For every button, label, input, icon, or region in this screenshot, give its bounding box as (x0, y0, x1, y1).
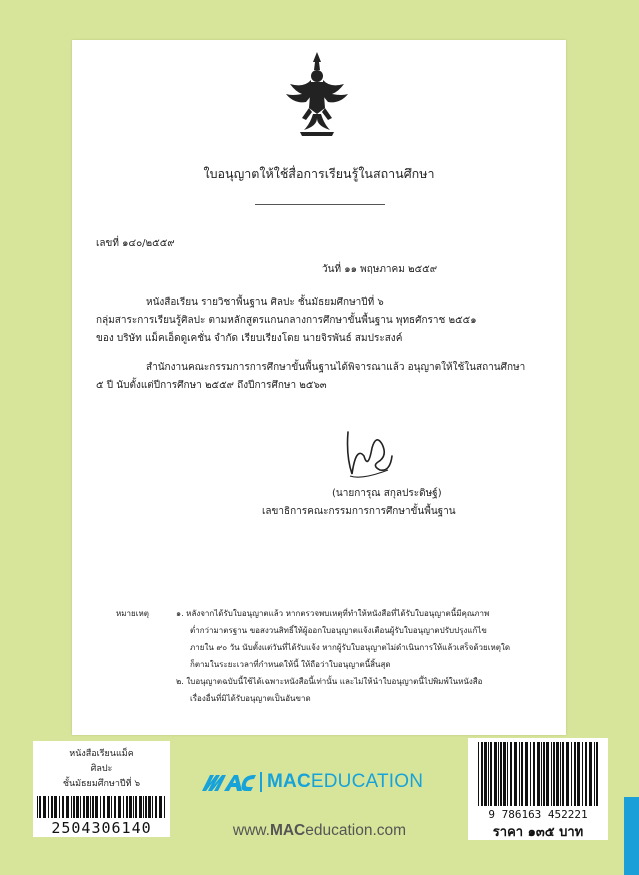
approval-line-2: ๕ ปี นับตั้งแต่ปีการศึกษา ๒๕๕๙ ถึงปีการศึกษา ๒๕๖๓ (96, 380, 327, 391)
body-line-3: ของ บริษัท แม็คเอ็ดดูเคชั่น จำกัด เรียบเรียงโดย นายจิรพันธ์ สมประสงค์ (96, 333, 403, 344)
url-prefix: www. (232, 822, 270, 839)
isbn-number: 9 786163 452221 (488, 808, 588, 821)
note-line: ภายใน ๙๐ วัน นับตั้งแต่วันที่ได้รับแจ้ง หากผู้รับใบอนุญาตไม่ดำเนินการให้แล้วเสร็จด้วยเหตุใด (190, 643, 511, 652)
garuda-emblem-icon (282, 48, 352, 140)
logo-wordmark (267, 771, 423, 793)
body-line-2: กลุ่มสาระการเรียนรู้ศิลปะ ตามหลักสูตรแกนกลางการศึกษาขั้นพื้นฐาน พุทธศักราช ๒๕๕๑ (96, 315, 477, 326)
reference-number: เลขที่ ๑๔๐/๒๕๕๙ (96, 238, 175, 249)
license-document (72, 40, 566, 735)
label-subject: ศิลปะ (90, 764, 113, 774)
note-line: เรื่องอื่นที่มิได้รับอนุญาตเป็นอันขาด (190, 694, 311, 703)
signer-name: (นายการุณ สกุลประดิษฐ์) (332, 488, 442, 499)
url-brand: MAC (269, 822, 306, 839)
body-line-1: หนังสือเรียน รายวิชาพื้นฐาน ศิลปะ ชั้นมัธยมศึกษาปีที่ ๖ (146, 297, 384, 308)
signature-icon (342, 426, 396, 482)
logo-separator (260, 772, 262, 792)
logo-wordmark-bold: MAC (267, 771, 311, 792)
label-grade: ชั้นมัธยมศึกษาปีที่ ๖ (62, 779, 141, 789)
isbn-card (468, 738, 608, 840)
mac-logo-icon (200, 771, 258, 793)
note-line: ต่ำกว่ามาตรฐาน ขอสงวนสิทธิ์ให้ผู้ออกใบอนุญาตแจ้งเตือนผู้รับใบอนุญาตปรับปรุงแก้ไข (190, 626, 487, 635)
url-suffix: education.com (305, 822, 407, 839)
barcode-number: 2504306140 (51, 819, 152, 837)
barcode-icon (36, 796, 167, 818)
note-line: ๑. หลังจากได้รับใบอนุญาตแล้ว หากตรวจพบเหตุที่ทำให้หนังสือที่ได้รับใบอนุญาตนี้มีคุณภาพ (176, 609, 490, 618)
logo-wordmark-light: EDUCATION (310, 771, 424, 792)
note-line: ก็ตามในระยะเวลาที่กำหนดให้นี้ ให้ถือว่าใบอนุญาตนี้สิ้นสุด (190, 660, 391, 669)
notes-label: หมายเหตุ (116, 609, 149, 618)
document-title: ใบอนุญาตให้ใช้สื่อการเรียนรู้ในสถานศึกษา (203, 166, 435, 181)
macedducation-logo (200, 770, 423, 794)
label-series: หนังสือเรียนแม็ค (69, 749, 134, 759)
isbn-barcode-icon (477, 742, 599, 806)
price-label: ราคา ๑๓๕ บาท (492, 825, 584, 840)
note-line: ๒. ใบอนุญาตฉบับนี้ใช้ได้เฉพาะหนังสือนี้เท่านั้น และไม่ให้นำใบอนุญาตนี้ไปพิมพ์ในหนังสือ (176, 677, 483, 686)
issue-date: วันที่ ๑๑ พฤษภาคม ๒๕๕๙ (322, 264, 438, 275)
edge-tab-stripe (624, 797, 639, 875)
title-underline (255, 204, 385, 205)
signer-title: เลขาธิการคณะกรรมการการศึกษาขั้นพื้นฐาน (262, 506, 456, 517)
approval-line-1: สำนักงานคณะกรรมการการศึกษาขั้นพื้นฐานได้พิจารณาแล้ว อนุญาตให้ใช้ในสถานศึกษา (146, 362, 526, 373)
